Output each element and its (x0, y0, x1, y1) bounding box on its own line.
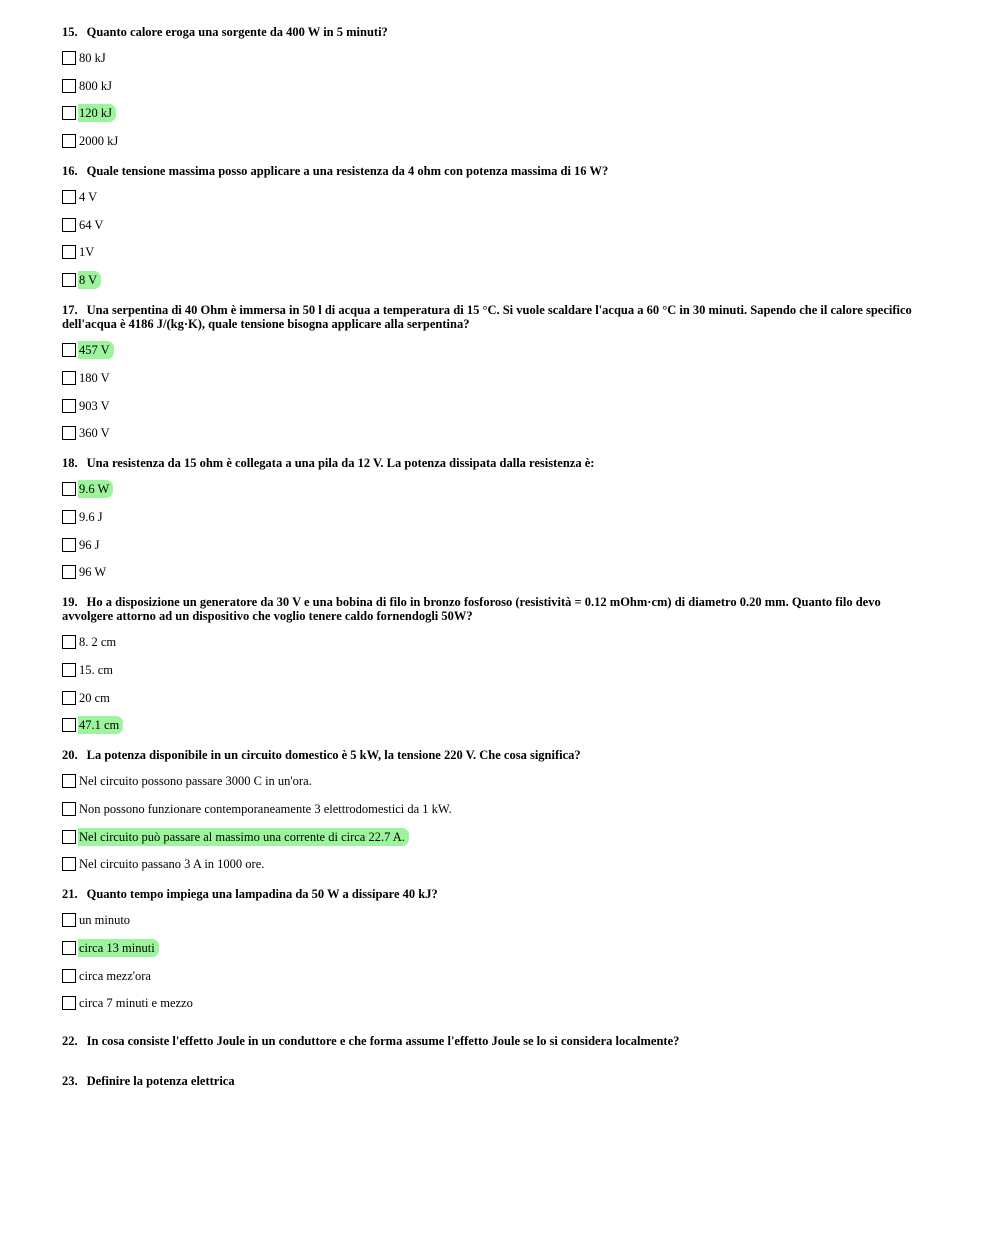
question-number: 21. (62, 887, 78, 902)
answer-checkbox[interactable] (62, 371, 76, 385)
answer-text: 8. 2 cm (79, 635, 117, 650)
answer-checkbox[interactable] (62, 190, 76, 204)
answer-option[interactable] (62, 689, 932, 707)
answer-option[interactable] (62, 216, 932, 234)
answer-option[interactable] (62, 800, 932, 818)
answer-checkbox[interactable] (62, 218, 76, 232)
answer-checkbox[interactable] (62, 830, 76, 844)
answer-checkbox[interactable] (62, 79, 76, 93)
answer-option[interactable] (62, 508, 932, 526)
answer-text: 15. cm (79, 662, 114, 677)
answer-option[interactable] (62, 369, 932, 387)
answer-option[interactable] (62, 536, 932, 554)
answer-checkbox[interactable] (62, 426, 76, 440)
answer-checkbox[interactable] (62, 510, 76, 524)
answer-option[interactable] (62, 132, 932, 150)
answer-option[interactable] (62, 341, 932, 359)
answer-checkbox[interactable] (62, 663, 76, 677)
answer-option[interactable] (62, 855, 932, 873)
question-23 (62, 1074, 932, 1088)
question-text: Una serpentina di 40 Ohm è immersa in 50 l di acqua a temperatura di 15 °C. Si vuole scaldare l'acqua a 60 °C in 30 minuti. Sapendo che il calore specifico dell'acqua è 4186 J/(kg·K), quale tensione bisogna applicare alla serpentina? (62, 303, 912, 332)
answer-text: un minuto (79, 913, 131, 928)
answer-checkbox[interactable] (62, 399, 76, 413)
answer-option[interactable] (62, 563, 932, 581)
question-number: 20. (62, 748, 78, 763)
answer-text: circa 13 minuti (78, 939, 159, 957)
answer-option[interactable] (62, 480, 932, 498)
question-number: 17. (62, 303, 78, 318)
answer-checkbox[interactable] (62, 273, 76, 287)
question-text: Quanto tempo impiega una lampadina da 50 W a dissipare 40 kJ? (86, 887, 438, 902)
answer-checkbox[interactable] (62, 482, 76, 496)
answer-option[interactable] (62, 911, 932, 929)
answer-option[interactable] (62, 633, 932, 651)
question-text: Una resistenza da 15 ohm è collegata a una pila da 12 V. La potenza dissipata dalla resistenza è: (86, 456, 595, 471)
answer-checkbox[interactable] (62, 51, 76, 65)
answer-text: 20 cm (79, 690, 110, 705)
answer-checkbox[interactable] (62, 245, 76, 259)
question-16 (62, 164, 932, 289)
quiz-page (62, 25, 932, 1102)
answer-checkbox[interactable] (62, 802, 76, 816)
answer-checkbox[interactable] (62, 913, 76, 927)
answer-text: 2000 kJ (79, 134, 119, 149)
answer-checkbox[interactable] (62, 941, 76, 955)
answer-option[interactable] (62, 828, 932, 846)
answer-checkbox[interactable] (62, 565, 76, 579)
answer-text: 120 kJ (78, 104, 116, 122)
answer-option[interactable] (62, 243, 932, 261)
answer-text: 47.1 cm (78, 716, 123, 734)
answer-text: Non possono funzionare contemporaneamente 3 elettrodomestici da 1 kW. (79, 802, 452, 816)
answer-text: Nel circuito può passare al massimo una corrente di circa 22.7 A. (78, 828, 409, 846)
answer-checkbox[interactable] (62, 134, 76, 148)
question-title (62, 25, 932, 39)
question-title (62, 748, 932, 762)
question-21 (62, 887, 932, 1012)
answer-text: 80 kJ (79, 51, 106, 65)
answer-text: 360 V (79, 426, 110, 441)
question-19 (62, 595, 932, 734)
question-15 (62, 25, 932, 150)
answer-checkbox[interactable] (62, 343, 76, 357)
answer-checkbox[interactable] (62, 969, 76, 983)
answer-option[interactable] (62, 716, 932, 734)
question-title (62, 1034, 932, 1048)
answer-option[interactable] (62, 188, 932, 206)
question-number: 18. (62, 456, 78, 471)
answer-option[interactable] (62, 994, 932, 1012)
question-text: Definire la potenza elettrica (86, 1074, 235, 1089)
answer-checkbox[interactable] (62, 857, 76, 871)
answer-text: 903 V (79, 398, 110, 413)
answer-checkbox[interactable] (62, 106, 76, 120)
answer-checkbox[interactable] (62, 635, 76, 649)
answer-text: 9.6 W (78, 480, 113, 498)
answer-text: 1V (79, 245, 95, 260)
question-number: 16. (62, 164, 78, 179)
answer-option[interactable] (62, 772, 932, 790)
answer-text: 9.6 J (79, 509, 103, 524)
answer-option[interactable] (62, 104, 932, 122)
answer-option[interactable] (62, 49, 932, 67)
question-20 (62, 748, 932, 873)
question-17 (62, 303, 932, 442)
question-18 (62, 456, 932, 581)
answer-text: circa mezz'ora (79, 968, 151, 983)
answer-checkbox[interactable] (62, 538, 76, 552)
question-number: 22. (62, 1034, 78, 1049)
question-number: 19. (62, 595, 78, 610)
answer-checkbox[interactable] (62, 996, 76, 1010)
answer-option[interactable] (62, 271, 932, 289)
answer-text: Nel circuito passano 3 A in 1000 ore. (79, 857, 265, 872)
answer-option[interactable] (62, 397, 932, 415)
question-text: Quale tensione massima posso applicare a una resistenza da 4 ohm con potenza massima di 16 W? (86, 164, 609, 179)
answer-option[interactable] (62, 661, 932, 679)
question-title (62, 595, 932, 623)
answer-option[interactable] (62, 424, 932, 442)
answer-text: 4 V (79, 190, 98, 205)
answer-text: circa 7 minuti e mezzo (79, 996, 193, 1011)
answer-text: 457 V (78, 341, 114, 359)
question-title (62, 456, 932, 470)
question-title (62, 303, 932, 331)
question-title (62, 1074, 932, 1088)
question-number: 23. (62, 1074, 78, 1089)
question-title (62, 887, 932, 901)
answer-option[interactable] (62, 77, 932, 95)
answer-text: 180 V (79, 370, 110, 385)
answer-option[interactable] (62, 967, 932, 985)
question-text: In cosa consiste l'effetto Joule in un conduttore e che forma assume l'effetto Joule se lo si considera localmente? (86, 1034, 680, 1049)
answer-checkbox[interactable] (62, 691, 76, 705)
answer-option[interactable] (62, 939, 932, 957)
answer-text: 64 V (79, 217, 104, 232)
question-title (62, 164, 932, 178)
question-22 (62, 1034, 932, 1048)
answer-text: 800 kJ (79, 78, 112, 93)
question-number: 15. (62, 25, 78, 39)
answer-text: Nel circuito possono passare 3000 C in un'ora. (79, 774, 312, 789)
question-text: Quanto calore eroga una sorgente da 400 W in 5 minuti? (86, 25, 388, 39)
answer-checkbox[interactable] (62, 718, 76, 732)
answer-checkbox[interactable] (62, 774, 76, 788)
question-text: Ho a disposizione un generatore da 30 V e una bobina di filo in bronzo fosforoso (resistività = 0.12 mOhm·cm) di diametro 0.20 mm. Quanto filo devo avvolgere attorno ad un dispositivo che voglio tenere caldo fornendogli 50W? (62, 595, 881, 624)
question-text: La potenza disponibile in un circuito domestico è 5 kW, la tensione 220 V. Che cosa significa? (86, 748, 581, 763)
answer-text: 96 W (79, 565, 107, 580)
answer-text: 96 J (79, 537, 100, 552)
answer-text: 8 V (78, 271, 101, 289)
